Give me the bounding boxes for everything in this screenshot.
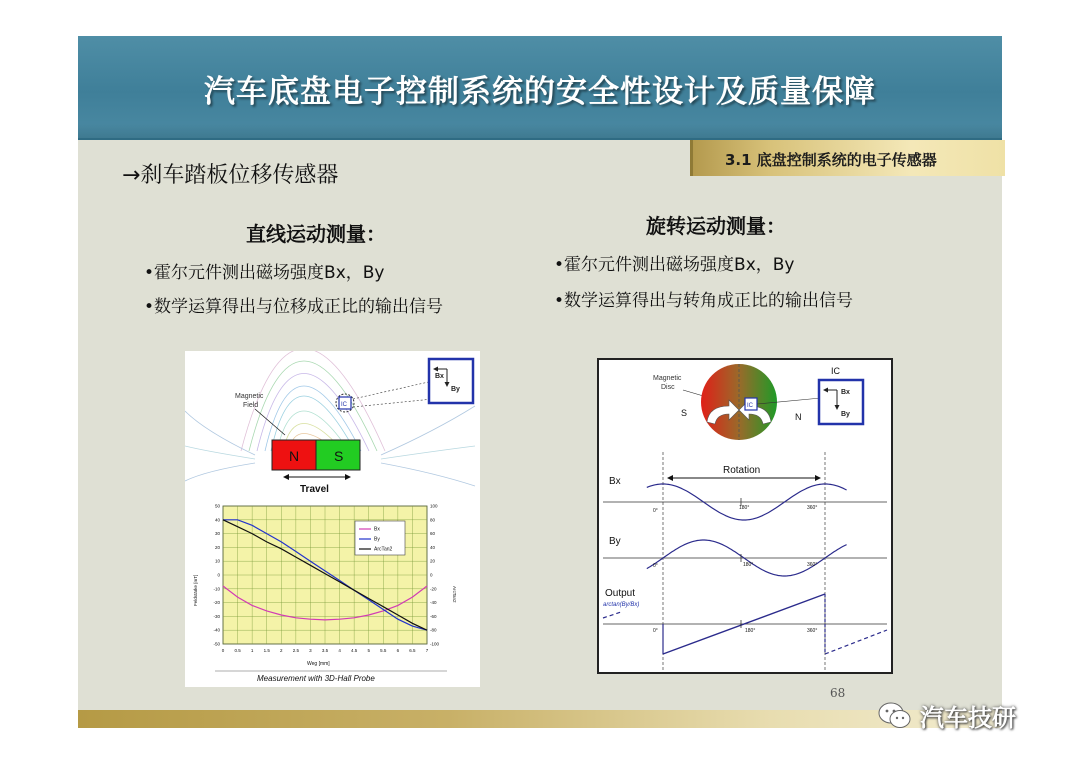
x-tick-label: 5 <box>367 648 370 653</box>
footer-bar <box>78 710 1002 728</box>
disc-south-label: S <box>681 408 688 418</box>
legend-label: Bx <box>374 526 380 533</box>
page-number: 68 <box>830 686 846 700</box>
y2-tick-label: -20 <box>430 586 437 592</box>
watermark-text: 汽车技研 <box>920 704 1016 732</box>
y2-tick-label: -60 <box>430 613 437 619</box>
legend-label: ArcTan2 <box>374 546 393 553</box>
y2-axis-label: ArcTan2 <box>452 586 457 603</box>
rotation-arrowhead-left <box>667 475 673 481</box>
y2-tick-label: -100 <box>430 641 440 647</box>
by-plot-label: By <box>609 536 621 547</box>
linear-sensor-svg <box>185 351 480 687</box>
rotary-motion-title: 旋转运动测量： <box>646 214 786 238</box>
y-tick-label: -50 <box>213 641 220 647</box>
rotary-bullet-2: •数学运算得出与转角成正比的输出信号 <box>554 291 854 311</box>
x-tick-label: 7 <box>425 648 429 653</box>
y-tick-label: -10 <box>213 586 220 592</box>
rotary-sensor-figure <box>597 358 893 674</box>
rotation-arrowhead-right <box>815 475 821 481</box>
ic-zoom-line-1 <box>353 381 433 399</box>
wechat-icon <box>878 702 912 730</box>
ic-label: IC <box>341 402 347 408</box>
linear-bullet-1: •霍尔元件测出磁场强度Bx，By <box>144 263 385 283</box>
y2-tick-label: -40 <box>430 600 437 606</box>
linear-motion-title: 直线运动测量： <box>246 222 386 246</box>
disc-label-2: Disc <box>661 384 675 391</box>
section-label: 3.1 底盘控制系统的电子传感器 <box>725 151 937 169</box>
slide-title: 汽车底盘电子控制系统的安全性设计及质量保障 <box>204 74 876 110</box>
output-next-ramp <box>825 630 887 654</box>
x-axis-label: Weg [mm] <box>307 661 330 667</box>
x-tick-label: 6.5 <box>409 648 416 653</box>
y-tick-labels <box>213 504 220 647</box>
y-tick-label: 10 <box>214 558 220 564</box>
rotation-label: Rotation <box>723 465 761 476</box>
rotary-by-label: By <box>841 411 850 418</box>
x-tick-label: 5.5 <box>380 648 387 653</box>
y-tick-label: -30 <box>213 613 220 619</box>
y-axis-label: Feldstärke [mT] <box>193 574 198 606</box>
y-tick-label: -40 <box>213 627 220 633</box>
watermark <box>878 698 1016 733</box>
x-tick-label: 1 <box>250 648 254 653</box>
y-tick-label: 30 <box>214 531 220 537</box>
south-label: S <box>334 448 344 464</box>
rotary-ic-label: IC <box>747 403 753 409</box>
travel-arrowhead-right <box>345 474 351 480</box>
y-tick-label: 50 <box>214 503 220 509</box>
linear-measurement-chart <box>193 504 457 684</box>
bx-180deg: 180° <box>739 505 750 511</box>
chart-caption: Measurement with 3D-Hall Probe <box>257 674 375 683</box>
x-tick-label: 2.5 <box>292 648 299 653</box>
header-bar <box>78 36 1002 140</box>
linear-bullet-2: •数学运算得出与位移成正比的输出信号 <box>144 297 444 317</box>
out-180deg: 180° <box>745 628 756 634</box>
by-180deg: 180° <box>743 562 754 568</box>
x-tick-label: 6 <box>396 648 400 653</box>
y-tick-label: -20 <box>213 600 220 606</box>
y-tick-label: 40 <box>214 517 220 523</box>
y2-tick-label: 40 <box>430 544 436 550</box>
disc-label-1: Magnetic <box>653 375 682 382</box>
by-label: By <box>451 386 460 393</box>
out-360deg: 360° <box>807 628 818 634</box>
slide <box>78 36 1002 728</box>
y2-tick-label: -80 <box>430 627 437 633</box>
y2-tick-label: 80 <box>430 517 436 523</box>
ic-zoom-box <box>429 359 473 403</box>
x-tick-label: 1.5 <box>263 648 270 653</box>
bx-0deg: 0° <box>653 508 658 514</box>
linear-sensor-figure <box>185 351 480 687</box>
ic-zoom-line-2 <box>353 399 433 407</box>
x-tick-label: 4 <box>338 648 341 653</box>
rotary-bx-label: Bx <box>841 389 850 396</box>
y2-tick-label: 60 <box>430 531 436 537</box>
y-tick-label: 20 <box>214 544 220 550</box>
x-tick-labels <box>222 648 429 653</box>
section-badge <box>690 140 1005 176</box>
y2-tick-labels <box>430 504 440 647</box>
bx-label: Bx <box>435 373 444 380</box>
by-360deg: 360° <box>807 562 818 568</box>
y-tick-label: 0 <box>217 572 220 578</box>
rotary-sensor-svg <box>599 360 891 672</box>
out-0deg: 0° <box>653 628 658 634</box>
travel-label: Travel <box>300 484 329 495</box>
x-tick-label: 4.5 <box>351 648 358 653</box>
x-tick-label: 0.5 <box>234 648 241 653</box>
output-label: Output <box>605 588 636 599</box>
arctan-label: arctan(By/Bx) <box>603 602 640 608</box>
north-label: N <box>289 448 300 464</box>
output-prev-ramp <box>603 612 621 618</box>
topic-heading: →刹车踏板位移传感器 <box>122 163 339 188</box>
bx-360deg: 360° <box>807 505 818 511</box>
disc-north-label: N <box>795 412 802 422</box>
travel-arrowhead-left <box>283 474 289 480</box>
magnetic-label-1: Magnetic <box>235 393 264 400</box>
x-tick-label: 2 <box>280 648 283 653</box>
legend-label: By <box>374 536 380 543</box>
x-tick-label: 0 <box>221 648 225 653</box>
y2-tick-label: 0 <box>430 572 433 578</box>
x-tick-label: 3 <box>309 648 312 653</box>
rotary-ic-title: IC <box>831 366 840 376</box>
bx-plot-label: Bx <box>609 476 621 487</box>
by-0deg: 0° <box>653 563 658 569</box>
x-tick-label: 3.5 <box>321 648 329 653</box>
rotary-bullet-1: •霍尔元件测出磁场强度Bx，By <box>554 255 795 275</box>
magnetic-label-2: Field <box>243 402 259 409</box>
y2-tick-label: 20 <box>430 558 436 564</box>
y2-tick-label: 100 <box>430 503 438 509</box>
